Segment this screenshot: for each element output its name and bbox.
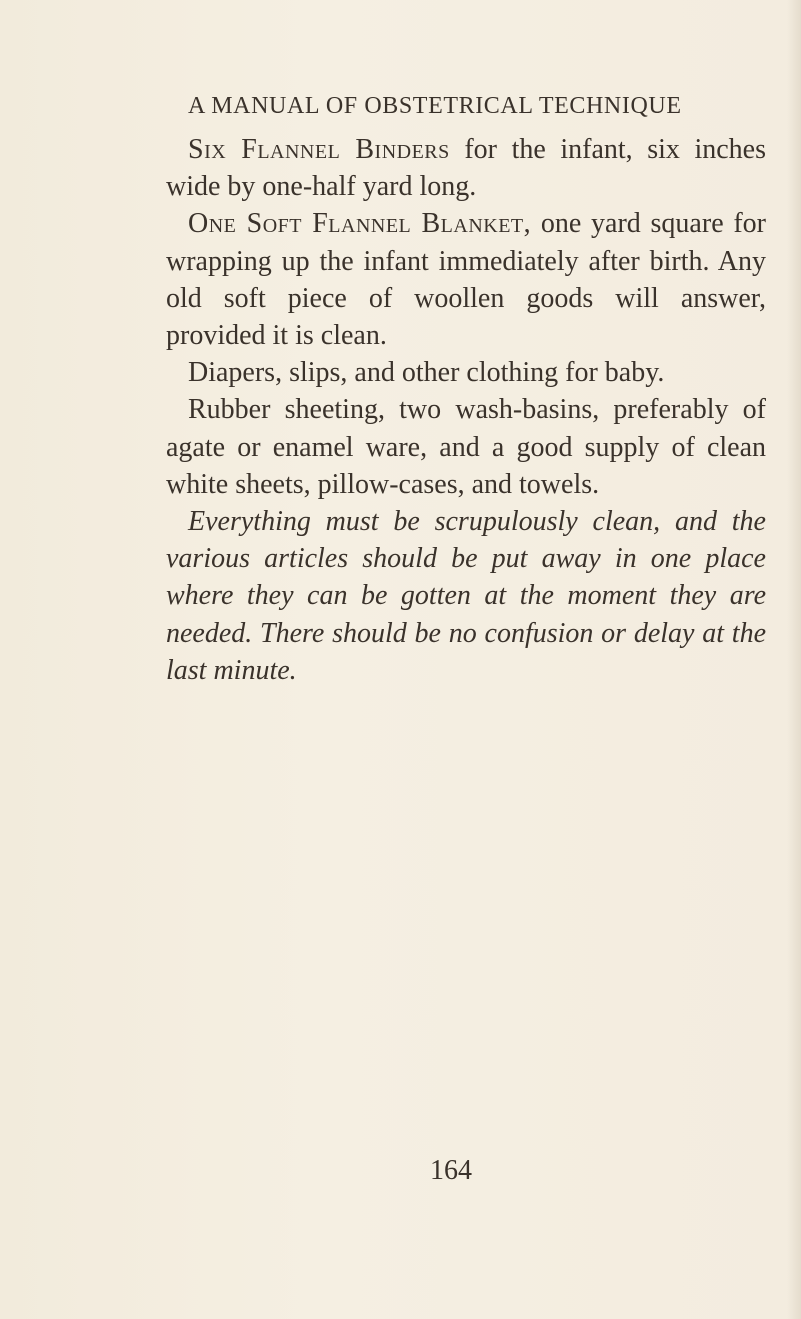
paragraph-cleanliness-note	[166, 503, 766, 689]
paragraph-text: Everything must be scrupulously clean, and the various articles should be put away in one place where they can be gotten at the moment they are needed. There should be no confusion or delay at the last minute.	[166, 506, 766, 686]
paragraph-diapers	[166, 354, 766, 391]
paragraph-text: Rubber sheeting, two wash-basins, preferably of agate or enamel ware, and a good supply of clean white sheets, pillow-cases, and towels.	[166, 394, 766, 500]
paragraph-rubber-sheeting	[166, 391, 766, 503]
paragraph-lead: One Soft Flannel Blanket,	[188, 208, 532, 240]
paragraph-text: for the infant, six inches wide by one-half yard long.	[166, 134, 767, 203]
running-head: A MANUAL OF OBSTETRICAL TECHNIQUE	[188, 93, 682, 119]
page-edge-shadow	[787, 0, 801, 1319]
page-number: 164	[430, 1155, 472, 1186]
body-text	[166, 131, 766, 689]
paragraph-flannel-blanket	[166, 205, 766, 354]
paragraph-text: Diapers, slips, and other clothing for baby.	[188, 357, 665, 389]
paragraph-lead: Six Flannel Binders	[188, 134, 450, 165]
paragraph-flannel-binders	[166, 131, 766, 205]
paragraph-text: one yard square for wrapping up the infant immediately after birth. Any old soft piece of woollen goods will answer, provided it is clean.	[166, 208, 766, 352]
